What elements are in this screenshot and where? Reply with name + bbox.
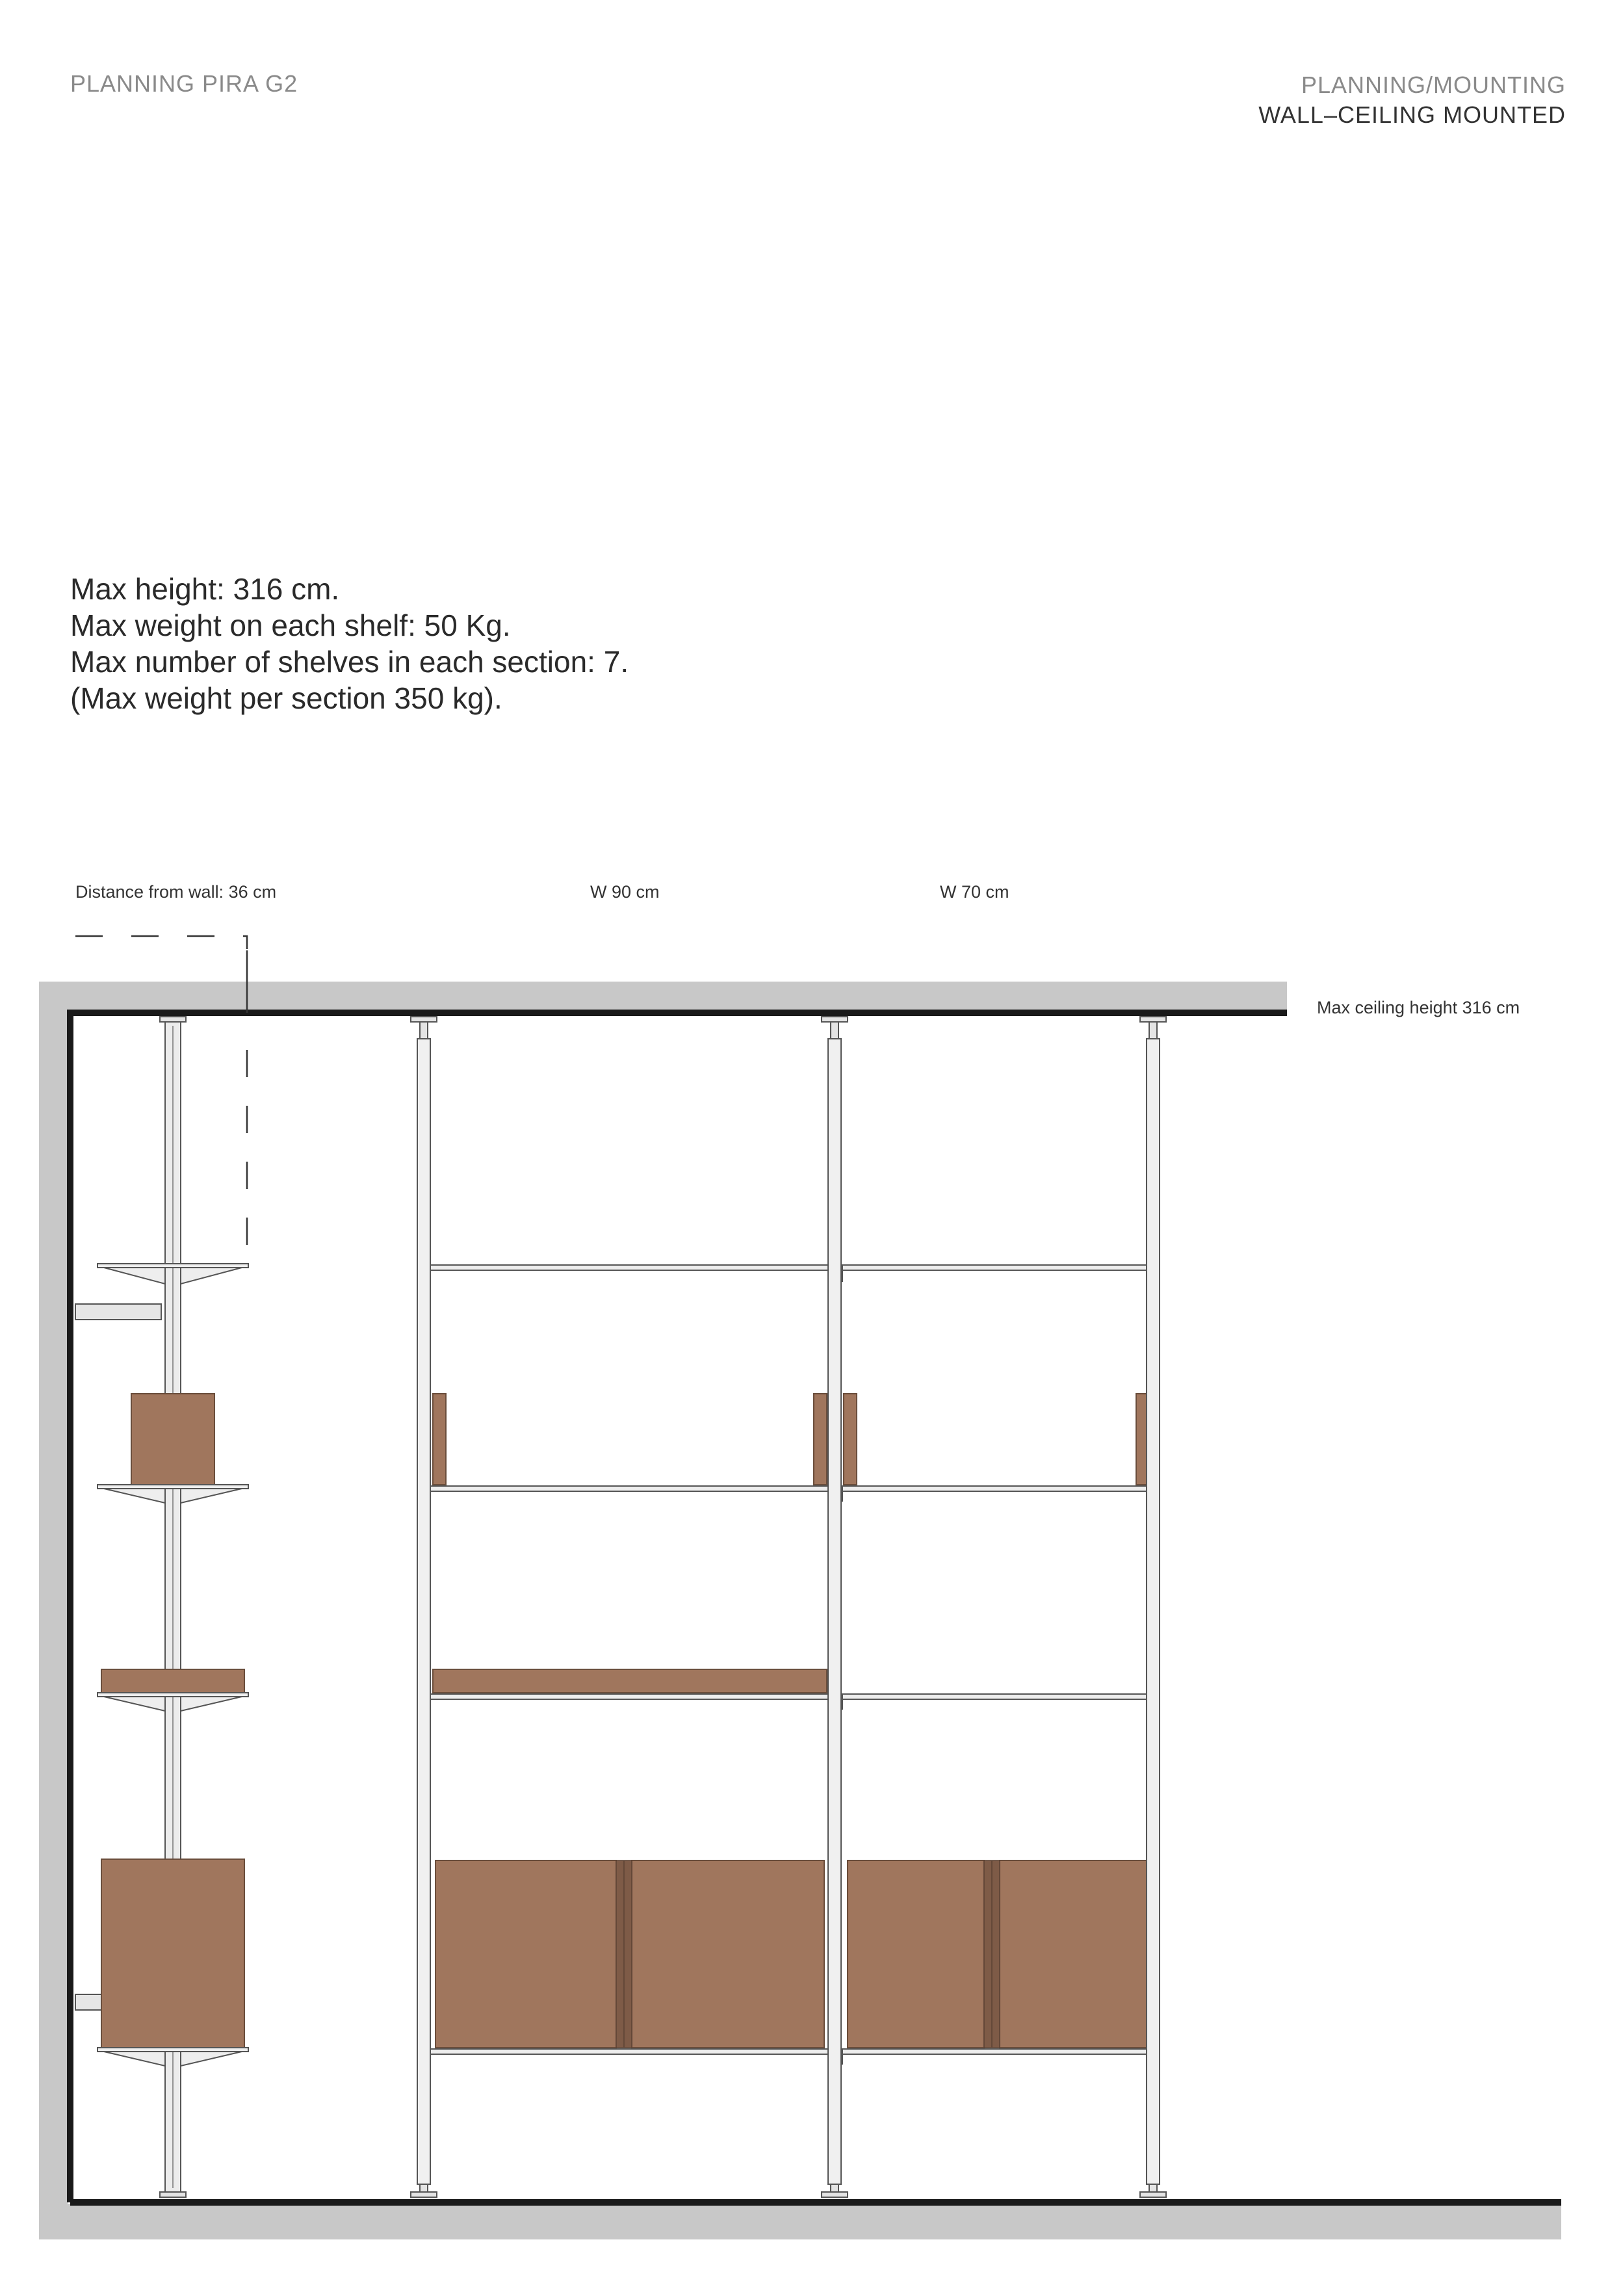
cabinet-right-door-2 bbox=[1000, 1860, 1150, 2048]
front-shelf-2 bbox=[424, 1486, 1156, 1491]
wood-tray-section-1 bbox=[433, 1669, 827, 1693]
left-wall bbox=[39, 982, 68, 2239]
label-width-section-2: W 70 cm bbox=[940, 882, 1009, 902]
document-title: PLANNING PIRA G2 bbox=[70, 70, 298, 97]
front-shelf-4 bbox=[424, 2049, 1156, 2054]
front-upright-1 bbox=[411, 1017, 437, 2197]
front-view bbox=[411, 1017, 1166, 2197]
side-wood-cabinet bbox=[101, 1859, 244, 2048]
side-view bbox=[75, 1017, 248, 2197]
spec-max-shelves: Max number of shelves in each section: 7. bbox=[70, 645, 629, 679]
side-pole-top-cap bbox=[160, 1017, 186, 1022]
spec-max-weight-section: (Max weight per section 350 kg). bbox=[70, 681, 502, 715]
spec-max-height: Max height: 316 cm. bbox=[70, 572, 340, 606]
floor-slab bbox=[39, 2204, 1561, 2239]
side-wood-panel-1 bbox=[131, 1394, 214, 1485]
bookend-2 bbox=[814, 1394, 827, 1485]
depth-dashed-line bbox=[75, 936, 247, 949]
ceiling-slab bbox=[39, 982, 1287, 1011]
bookend-1 bbox=[433, 1394, 446, 1485]
label-width-section-1: W 90 cm bbox=[590, 882, 660, 902]
side-pole-bottom-cap bbox=[160, 2192, 186, 2197]
section-heading-line-2: WALL–CEILING MOUNTED bbox=[1258, 101, 1566, 128]
label-distance-from-wall: Distance from wall: 36 cm bbox=[75, 882, 277, 902]
wall-bracket-upper bbox=[75, 1304, 161, 1320]
front-shelf-3 bbox=[424, 1694, 1156, 1699]
side-wood-shelf-3 bbox=[101, 1669, 244, 1693]
front-upright-2 bbox=[822, 1017, 848, 2197]
cabinet-left-door bbox=[435, 1860, 616, 2048]
front-shelf-1 bbox=[424, 1265, 1156, 1270]
cabinet-left-door-2 bbox=[632, 1860, 824, 2048]
section-heading-line-1: PLANNING/MOUNTING bbox=[1301, 72, 1566, 98]
label-ceiling-height: Max ceiling height 316 cm bbox=[1317, 998, 1520, 1017]
cabinet-right-door bbox=[848, 1860, 984, 2048]
bookend-3 bbox=[844, 1394, 857, 1485]
spec-max-weight-shelf: Max weight on each shelf: 50 Kg. bbox=[70, 608, 511, 642]
